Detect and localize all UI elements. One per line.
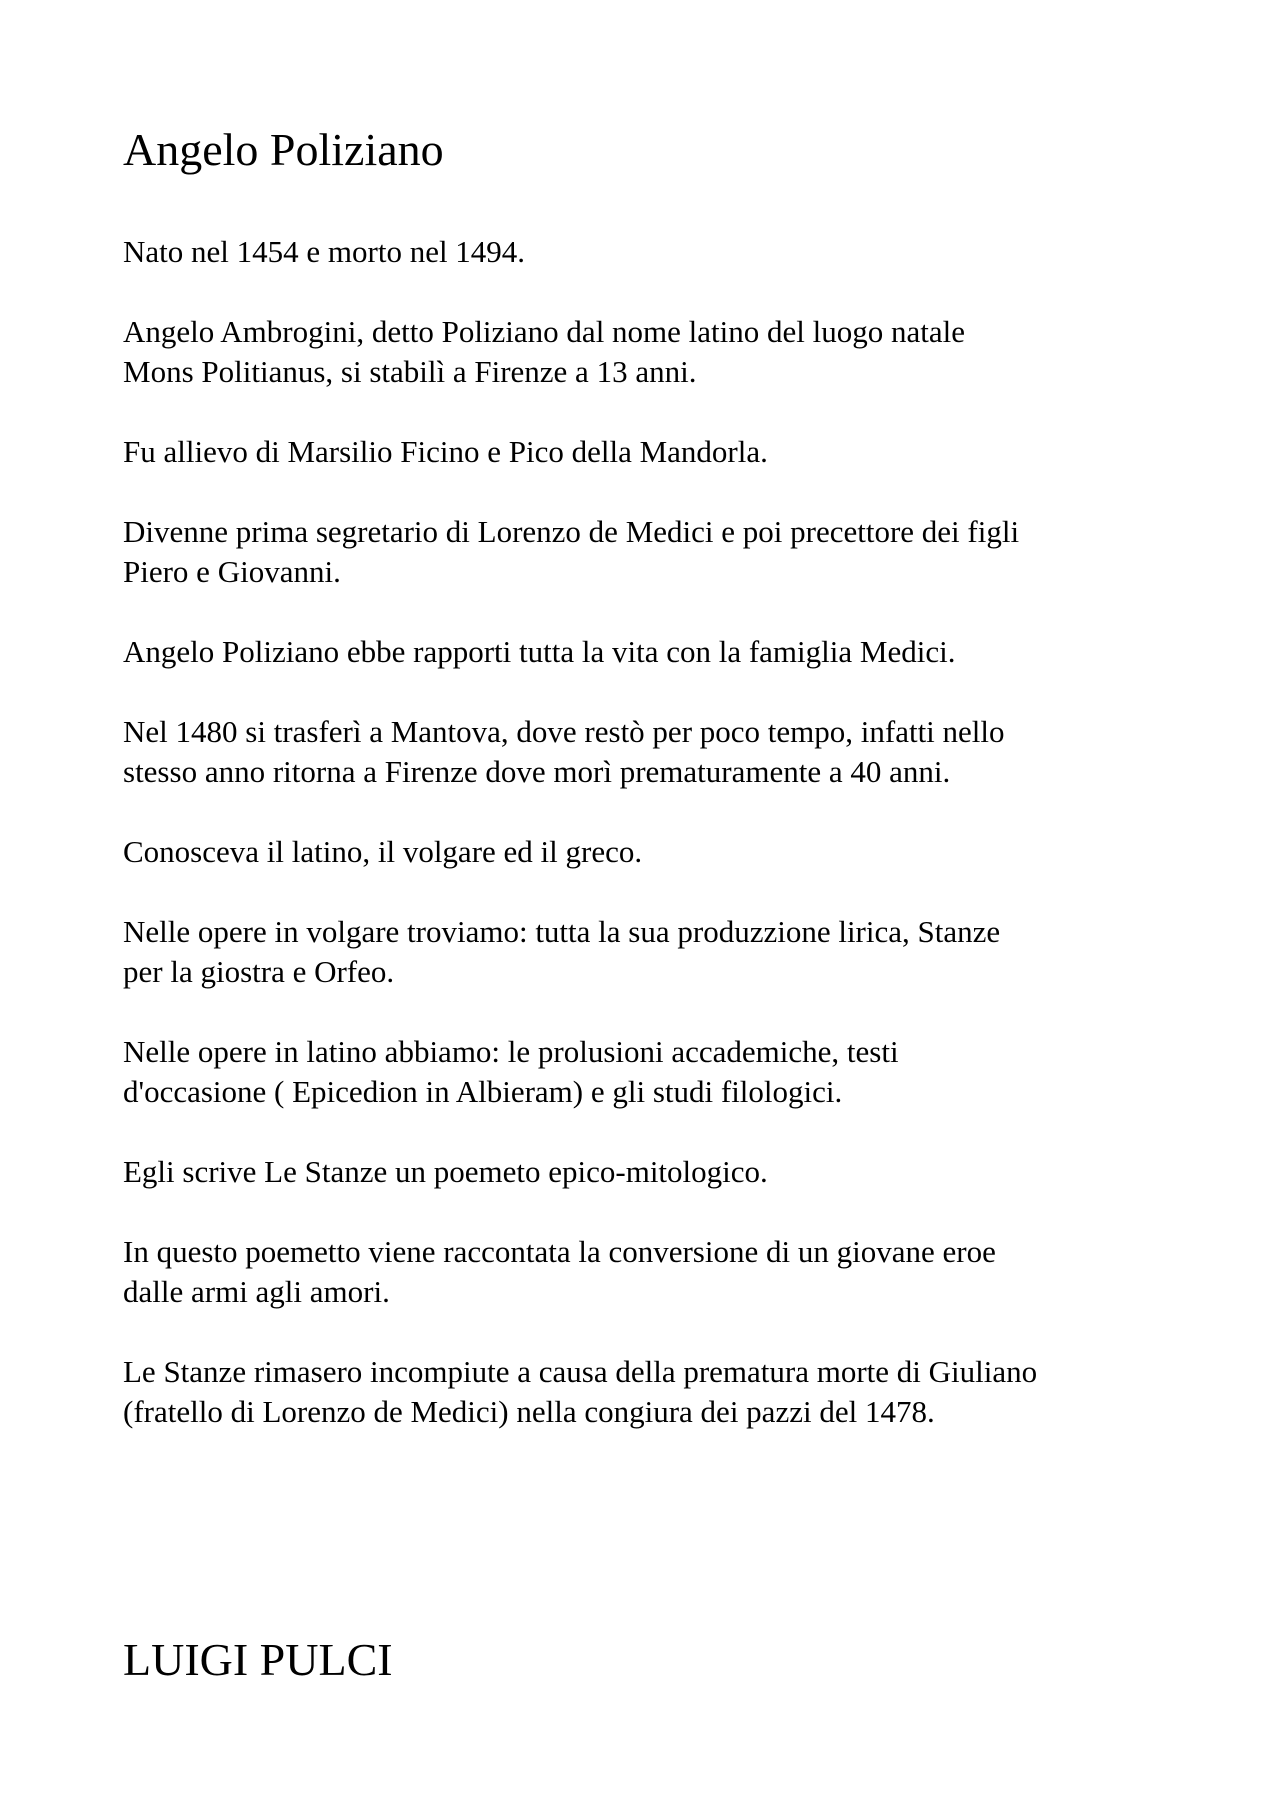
document-body [123,232,1163,1472]
paragraph-line: (fratello di Lorenzo de Medici) nella congiura dei pazzi del 1478. [123,1394,935,1429]
paragraph-line: Nelle opere in latino abbiamo: le prolusioni accademiche, testi [123,1034,899,1069]
paragraph [123,312,1163,392]
paragraph-line: In questo poemetto viene raccontata la conversione di un giovane eroe [123,1234,996,1269]
paragraph-line: Mons Politianus, si stabilì a Firenze a 13 anni. [123,354,697,389]
paragraph-line: Angelo Poliziano ebbe rapporti tutta la vita con la famiglia Medici. [123,634,956,669]
paragraph [123,912,1163,992]
paragraph-line: Divenne prima segretario di Lorenzo de Medici e poi precettore dei figli [123,514,1020,549]
paragraph-line: Piero e Giovanni. [123,554,341,589]
paragraph [123,1032,1163,1112]
paragraph-line: Le Stanze rimasero incompiute a causa della prematura morte di Giuliano [123,1354,1038,1389]
section-title-luigi-pulci: LUIGI PULCI [123,1634,393,1685]
paragraph [123,232,1163,272]
paragraph [123,832,1163,872]
paragraph [123,1232,1163,1312]
paragraph-line: Nel 1480 si trasferì a Mantova, dove restò per poco tempo, infatti nello [123,714,1005,749]
paragraph [123,632,1163,672]
paragraph-line: dalle armi agli amori. [123,1274,390,1309]
paragraph-line: Nato nel 1454 e morto nel 1494. [123,234,526,269]
paragraph [123,1352,1163,1432]
paragraph [123,432,1163,472]
paragraph-line: Nelle opere in volgare troviamo: tutta la sua produzzione lirica, Stanze [123,914,1001,949]
paragraph [123,1152,1163,1192]
paragraph-line: Angelo Ambrogini, detto Poliziano dal nome latino del luogo natale [123,314,966,349]
paragraph-line: Fu allievo di Marsilio Ficino e Pico della Mandorla. [123,434,768,469]
paragraph-line: d'occasione ( Epicedion in Albieram) e gli studi filologici. [123,1074,843,1109]
paragraph [123,712,1163,792]
page-title: Angelo Poliziano [123,124,444,175]
paragraph [123,512,1163,592]
paragraph-line: per la giostra e Orfeo. [123,954,395,989]
paragraph-line: Conosceva il latino, il volgare ed il greco. [123,834,643,869]
paragraph-line: Egli scrive Le Stanze un poemeto epico-mitologico. [123,1154,768,1189]
paragraph-line: stesso anno ritorna a Firenze dove morì prematuramente a 40 anni. [123,754,951,789]
